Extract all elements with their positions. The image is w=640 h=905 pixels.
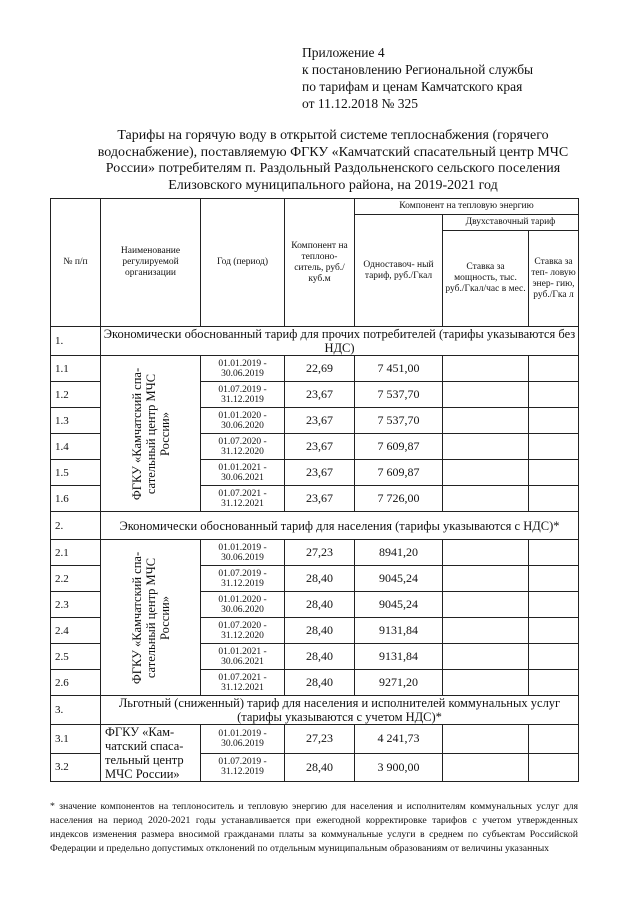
- carrier-value: 23,67: [285, 408, 355, 434]
- carrier-value: 23,67: [285, 460, 355, 486]
- title-line: Елизовского муниципального района, на 2019-2021 год: [168, 177, 498, 193]
- power-rate-value: [443, 486, 529, 512]
- energy-rate-value: [529, 382, 579, 408]
- period-cell: 01.07.2019 - 31.12.2019: [201, 382, 285, 408]
- footnote: * значение компонентов на теплоноситель и тепловую энергию для населения и исполнителям коммунальных услуг для населения на период 2020-2021 годы устанавливается при ежегодной корректировке тарифов с учетом утвержденных индексов изменения размера вносимой гражданами платы за коммунальные услуги в среднем по субъектам Российской Федерации и предельно допустимых отклонений по отдельным муниципальным образованиям от величины указанных: [50, 801, 578, 854]
- single-rate-value: 7 451,00: [355, 356, 443, 382]
- section-number: 3.: [51, 696, 101, 725]
- carrier-value: 28,40: [285, 566, 355, 592]
- period-cell: 01.01.2020 - 30.06.2020: [201, 408, 285, 434]
- title-line: России» потребителям п. Раздольный Раздольненского сельского поселения: [105, 161, 561, 176]
- single-rate-value: 9271,20: [355, 670, 443, 696]
- row-number: 1.4: [51, 434, 101, 460]
- section-row: [51, 696, 579, 725]
- row-number: 2.2: [51, 566, 101, 592]
- period-cell: 01.07.2019 - 31.12.2019: [201, 566, 285, 592]
- energy-rate-value: [529, 644, 579, 670]
- energy-rate-value: [529, 540, 579, 566]
- carrier-value: 28,40: [285, 753, 355, 782]
- single-rate-value: 9045,24: [355, 592, 443, 618]
- single-rate-value: 8941,20: [355, 540, 443, 566]
- organization-name: ФГКУ «Кам- чатский спаса- тельный центр МЧС России»: [105, 725, 184, 781]
- carrier-value: 23,67: [285, 382, 355, 408]
- table-row: [51, 725, 579, 754]
- single-rate-value: 9131,84: [355, 618, 443, 644]
- organization-name: ФГКУ «Камчатский спа- сательный центр МЧС России»: [129, 551, 172, 684]
- header-two-rate: Двухставочный тариф: [443, 215, 579, 231]
- carrier-value: 28,40: [285, 592, 355, 618]
- row-number: 2.6: [51, 670, 101, 696]
- energy-rate-value: [529, 670, 579, 696]
- header-num: № п/п: [51, 199, 101, 327]
- section-title: Льготный (сниженный) тариф для населения и исполнителей коммунальных услуг (тарифы указываются с учетом НДС)*: [101, 696, 579, 725]
- period-cell: 01.07.2021 - 31.12.2021: [201, 486, 285, 512]
- row-number: 2.3: [51, 592, 101, 618]
- carrier-value: 23,67: [285, 434, 355, 460]
- section-title: Экономически обоснованный тариф для прочих потребителей (тарифы указываются без НДС): [101, 327, 579, 356]
- table-row: [51, 540, 579, 566]
- energy-rate-value: [529, 460, 579, 486]
- single-rate-value: 7 537,70: [355, 382, 443, 408]
- appendix-line: по тарифам и ценам Камчатского края: [302, 79, 523, 94]
- row-number: 1.3: [51, 408, 101, 434]
- single-rate-value: 7 537,70: [355, 408, 443, 434]
- appendix-header: [302, 44, 622, 112]
- energy-rate-value: [529, 592, 579, 618]
- title-line: Тарифы на горячую воду в открытой системе теплоснабжения (горячего: [117, 128, 549, 143]
- document-title: [68, 128, 598, 194]
- period-cell: 01.01.2021 - 30.06.2021: [201, 460, 285, 486]
- row-number: 1.2: [51, 382, 101, 408]
- organization-cell: [101, 356, 201, 512]
- header-period: Год (период): [201, 199, 285, 327]
- power-rate-value: [443, 408, 529, 434]
- carrier-value: 28,40: [285, 644, 355, 670]
- header-carrier: Компонент на теплоно- ситель, руб./куб.м: [285, 199, 355, 327]
- period-cell: 01.01.2019 - 30.06.2019: [201, 356, 285, 382]
- power-rate-value: [443, 382, 529, 408]
- power-rate-value: [443, 725, 529, 754]
- power-rate-value: [443, 644, 529, 670]
- single-rate-value: 9131,84: [355, 644, 443, 670]
- power-rate-value: [443, 540, 529, 566]
- period-cell: 01.07.2019 - 31.12.2019: [201, 753, 285, 782]
- single-rate-value: 9045,24: [355, 566, 443, 592]
- row-number: 2.5: [51, 644, 101, 670]
- carrier-value: 22,69: [285, 356, 355, 382]
- title-line: водоснабжение), поставляемую ФГКУ «Камчатский спасательный центр МЧС: [97, 144, 569, 160]
- section-number: 1.: [51, 327, 101, 356]
- single-rate-value: 7 726,00: [355, 486, 443, 512]
- power-rate-value: [443, 618, 529, 644]
- appendix-line: к постановлению Региональной службы: [302, 62, 534, 77]
- header-org: Наименование регулируемой организации: [101, 199, 201, 327]
- section-row: [51, 512, 579, 540]
- organization-name: ФГКУ «Камчатский спа- сательный центр МЧС России»: [129, 367, 172, 500]
- power-rate-value: [443, 434, 529, 460]
- energy-rate-value: [529, 753, 579, 782]
- energy-rate-value: [529, 566, 579, 592]
- header-energy-group: Компонент на тепловую энергию: [355, 199, 579, 215]
- row-number: 3.2: [51, 753, 101, 782]
- energy-rate-value: [529, 486, 579, 512]
- power-rate-value: [443, 753, 529, 782]
- power-rate-value: [443, 592, 529, 618]
- single-rate-value: 7 609,87: [355, 434, 443, 460]
- period-cell: 01.07.2020 - 31.12.2020: [201, 618, 285, 644]
- period-cell: 01.07.2020 - 31.12.2020: [201, 434, 285, 460]
- energy-rate-value: [529, 356, 579, 382]
- period-cell: 01.01.2020 - 30.06.2020: [201, 592, 285, 618]
- power-rate-value: [443, 566, 529, 592]
- carrier-value: 27,23: [285, 725, 355, 754]
- period-cell: 01.07.2021 - 31.12.2021: [201, 670, 285, 696]
- carrier-value: 23,67: [285, 486, 355, 512]
- organization-cell: [101, 540, 201, 696]
- row-number: 3.1: [51, 725, 101, 754]
- appendix-line: Приложение 4: [302, 45, 385, 60]
- header-energy-rate: Ставка за теп- ловую энер- гию, руб./Гка л: [529, 231, 579, 327]
- period-cell: 01.01.2021 - 30.06.2021: [201, 644, 285, 670]
- energy-rate-value: [529, 618, 579, 644]
- header-single-rate: Одноставоч- ный тариф, руб./Гкал: [355, 215, 443, 327]
- period-cell: 01.01.2019 - 30.06.2019: [201, 725, 285, 754]
- table-row: [51, 356, 579, 382]
- section-number: 2.: [51, 512, 101, 540]
- row-number: 1.1: [51, 356, 101, 382]
- appendix-line: от 11.12.2018 № 325: [302, 96, 418, 111]
- energy-rate-value: [529, 725, 579, 754]
- period-cell: 01.01.2019 - 30.06.2019: [201, 540, 285, 566]
- power-rate-value: [443, 670, 529, 696]
- section-row: [51, 327, 579, 356]
- power-rate-value: [443, 460, 529, 486]
- energy-rate-value: [529, 408, 579, 434]
- energy-rate-value: [529, 434, 579, 460]
- single-rate-value: 3 900,00: [355, 753, 443, 782]
- power-rate-value: [443, 356, 529, 382]
- single-rate-value: 7 609,87: [355, 460, 443, 486]
- section-title: Экономически обоснованный тариф для населения (тарифы указываются с НДС)*: [101, 512, 579, 540]
- organization-cell: [101, 725, 201, 782]
- carrier-value: 28,40: [285, 618, 355, 644]
- carrier-value: 27,23: [285, 540, 355, 566]
- single-rate-value: 4 241,73: [355, 725, 443, 754]
- carrier-value: 28,40: [285, 670, 355, 696]
- row-number: 2.1: [51, 540, 101, 566]
- row-number: 1.5: [51, 460, 101, 486]
- header-power-rate: Ставка за мощность, тыс. руб./Гкал/час в мес.: [443, 231, 529, 327]
- row-number: 2.4: [51, 618, 101, 644]
- row-number: 1.6: [51, 486, 101, 512]
- tariff-table: [50, 198, 579, 782]
